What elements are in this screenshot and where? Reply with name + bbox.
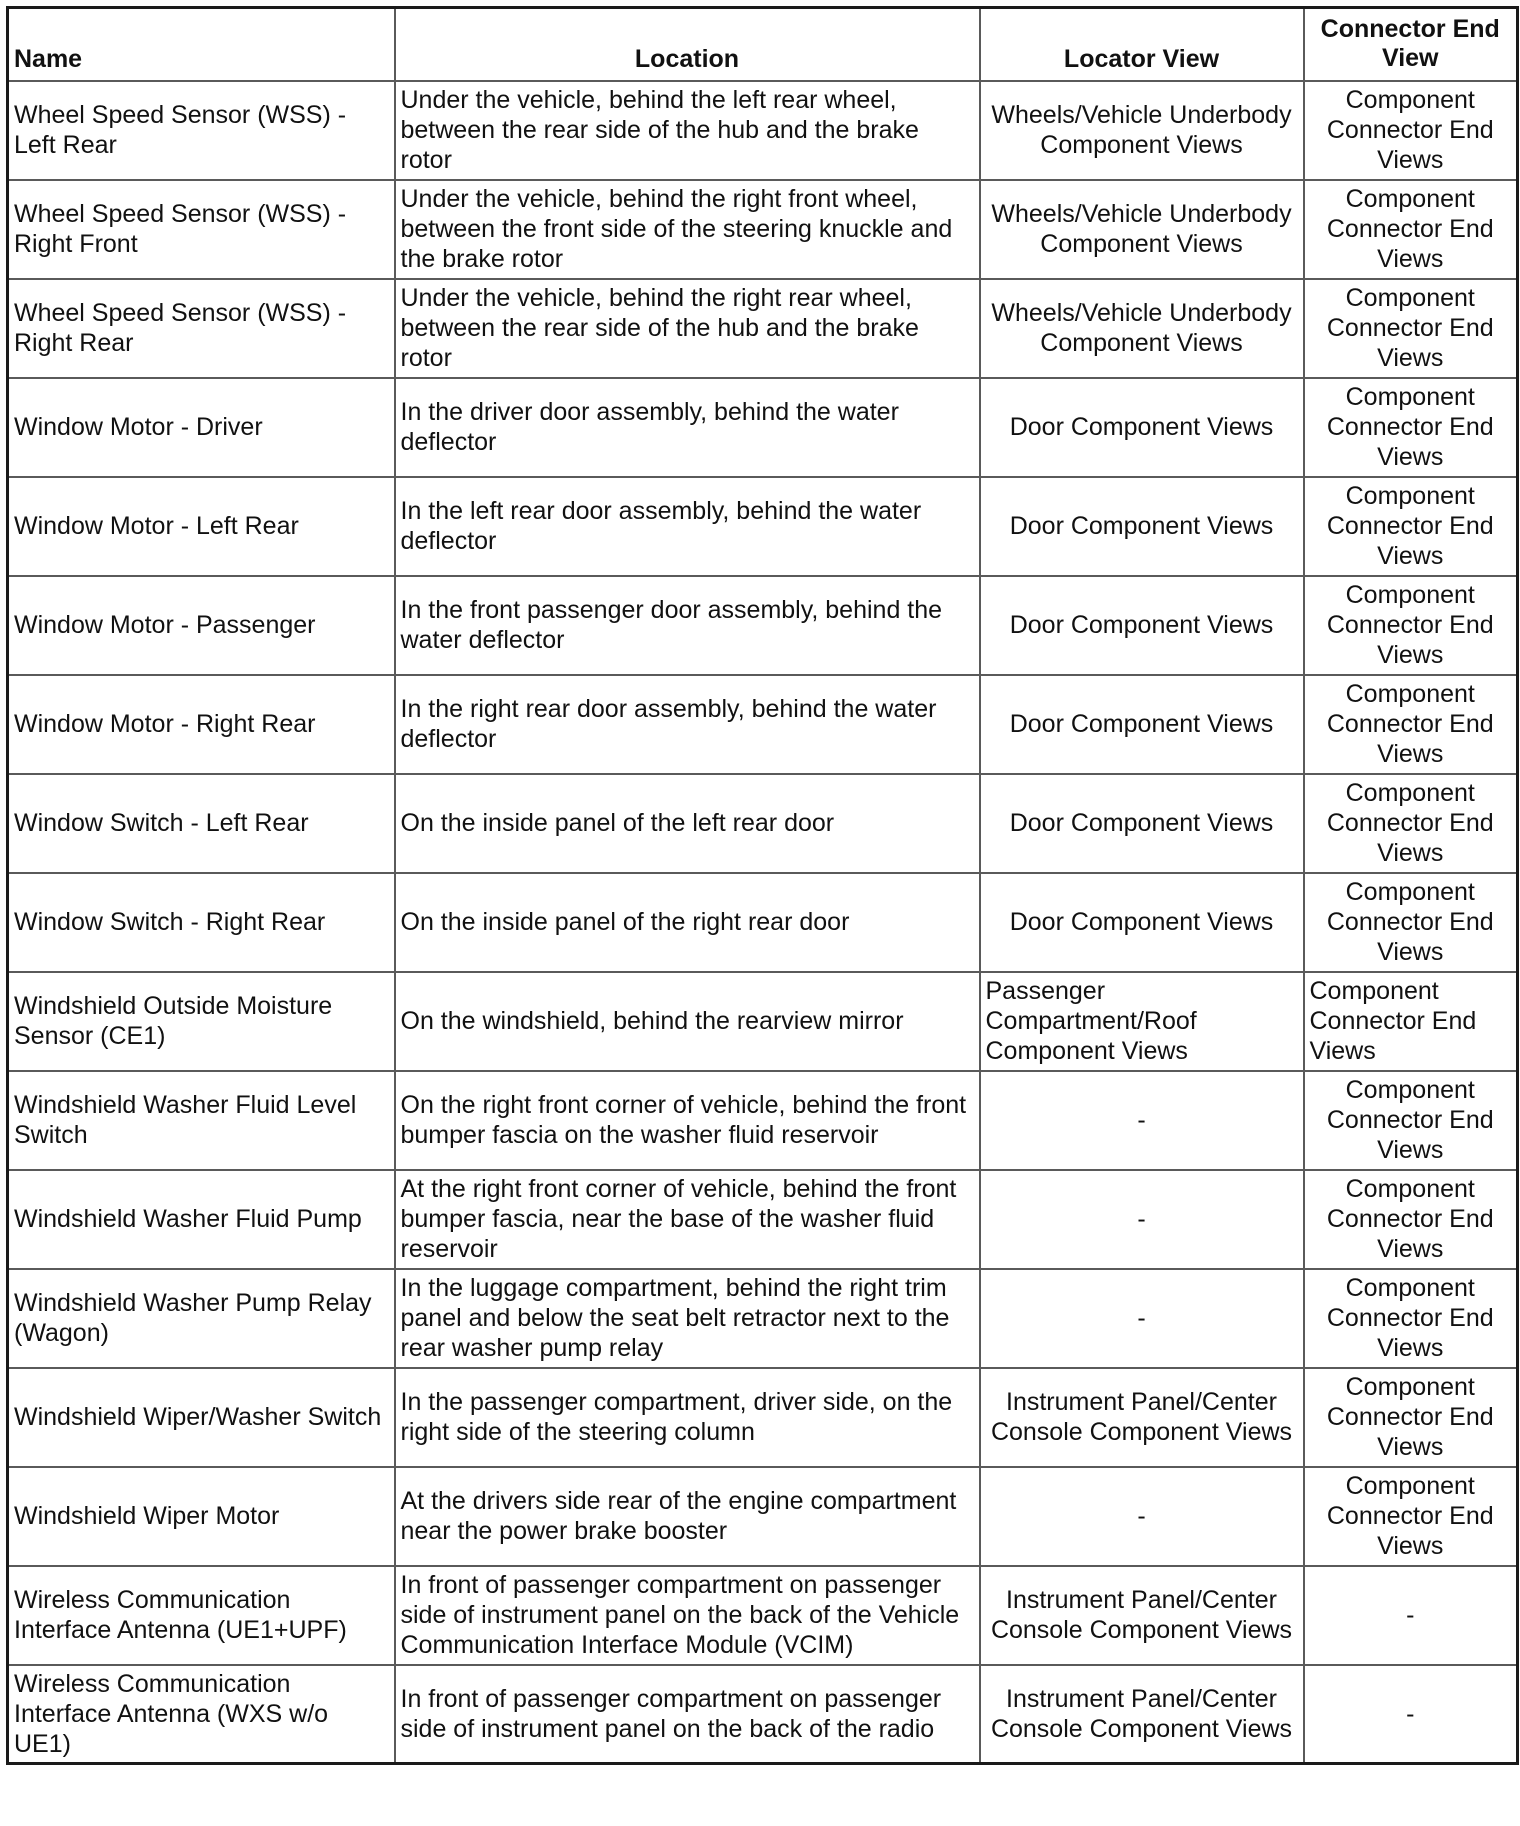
cell-connector-end-view: Component Connector End Views: [1304, 477, 1518, 576]
table-row: [8, 774, 1518, 873]
cell-locator-view: -: [980, 1467, 1304, 1566]
cell-location: In the passenger compartment, driver side, on the right side of the steering column: [395, 1368, 980, 1467]
cell-locator-view: Wheels/Vehicle Underbody Component Views: [980, 279, 1304, 378]
cell-location: In front of passenger compartment on passenger side of instrument panel on the back of the radio: [395, 1665, 980, 1764]
cell-locator-view: Instrument Panel/Center Console Component Views: [980, 1368, 1304, 1467]
table-row: [8, 81, 1518, 180]
cell-locator-view: Door Component Views: [980, 774, 1304, 873]
cell-location: Under the vehicle, behind the left rear wheel, between the rear side of the hub and the brake rotor: [395, 81, 980, 180]
cell-name: Window Motor - Left Rear: [8, 477, 395, 576]
cell-name: Wheel Speed Sensor (WSS) - Right Front: [8, 180, 395, 279]
cell-name: Wheel Speed Sensor (WSS) - Right Rear: [8, 279, 395, 378]
cell-name: Wheel Speed Sensor (WSS) - Left Rear: [8, 81, 395, 180]
cell-location: At the drivers side rear of the engine compartment near the power brake booster: [395, 1467, 980, 1566]
header-row: [8, 8, 1518, 81]
cell-locator-view: Door Component Views: [980, 873, 1304, 972]
cell-locator-view: Door Component Views: [980, 477, 1304, 576]
column-header-name: Name: [8, 8, 395, 81]
cell-name: Window Motor - Driver: [8, 378, 395, 477]
cell-connector-end-view: Component Connector End Views: [1304, 873, 1518, 972]
cell-location: On the windshield, behind the rearview mirror: [395, 972, 980, 1071]
cell-locator-view: Wheels/Vehicle Underbody Component Views: [980, 180, 1304, 279]
cell-location: On the inside panel of the left rear door: [395, 774, 980, 873]
table-row: [8, 873, 1518, 972]
cell-location: In front of passenger compartment on passenger side of instrument panel on the back of the Vehicle Communication Interface Module (VCIM): [395, 1566, 980, 1665]
table-row: [8, 972, 1518, 1071]
table-row: [8, 1170, 1518, 1269]
cell-locator-view: Door Component Views: [980, 576, 1304, 675]
cell-location: On the inside panel of the right rear door: [395, 873, 980, 972]
cell-name: Wireless Communication Interface Antenna (UE1+UPF): [8, 1566, 395, 1665]
cell-connector-end-view: Component Connector End Views: [1304, 378, 1518, 477]
cell-location: In the luggage compartment, behind the right trim panel and below the seat belt retractor next to the rear washer pump relay: [395, 1269, 980, 1368]
cell-locator-view: Instrument Panel/Center Console Component Views: [980, 1566, 1304, 1665]
column-header-locator-view: Locator View: [980, 8, 1304, 81]
cell-location: At the right front corner of vehicle, behind the front bumper fascia, near the base of the washer fluid reservoir: [395, 1170, 980, 1269]
cell-name: Windshield Wiper Motor: [8, 1467, 395, 1566]
cell-locator-view: Wheels/Vehicle Underbody Component Views: [980, 81, 1304, 180]
cell-connector-end-view: Component Connector End Views: [1304, 81, 1518, 180]
cell-connector-end-view: Component Connector End Views: [1304, 675, 1518, 774]
cell-connector-end-view: Component Connector End Views: [1304, 972, 1518, 1071]
cell-locator-view: Door Component Views: [980, 378, 1304, 477]
cell-name: Window Switch - Right Rear: [8, 873, 395, 972]
cell-name: Window Switch - Left Rear: [8, 774, 395, 873]
table-row: [8, 1467, 1518, 1566]
cell-connector-end-view: Component Connector End Views: [1304, 180, 1518, 279]
cell-location: Under the vehicle, behind the right rear wheel, between the rear side of the hub and the brake rotor: [395, 279, 980, 378]
table-row: [8, 1269, 1518, 1368]
cell-locator-view: -: [980, 1071, 1304, 1170]
cell-name: Windshield Washer Fluid Pump: [8, 1170, 395, 1269]
cell-name: Window Motor - Passenger: [8, 576, 395, 675]
cell-locator-view: Passenger Compartment/Roof Component Views: [980, 972, 1304, 1071]
column-header-connector-end-view: Connector End View: [1304, 8, 1518, 81]
cell-connector-end-view: Component Connector End Views: [1304, 774, 1518, 873]
column-header-location: Location: [395, 8, 980, 81]
cell-connector-end-view: Component Connector End Views: [1304, 1467, 1518, 1566]
table-row: [8, 477, 1518, 576]
table-row: [8, 1665, 1518, 1764]
cell-location: On the right front corner of vehicle, behind the front bumper fascia on the washer fluid reservoir: [395, 1071, 980, 1170]
cell-name: Window Motor - Right Rear: [8, 675, 395, 774]
table-row: [8, 675, 1518, 774]
cell-connector-end-view: -: [1304, 1665, 1518, 1764]
table-row: [8, 378, 1518, 477]
cell-location: Under the vehicle, behind the right front wheel, between the front side of the steering knuckle and the brake rotor: [395, 180, 980, 279]
cell-name: Windshield Washer Fluid Level Switch: [8, 1071, 395, 1170]
cell-name: Wireless Communication Interface Antenna (WXS w/o UE1): [8, 1665, 395, 1764]
table-header: [8, 8, 1518, 81]
cell-name: Windshield Wiper/Washer Switch: [8, 1368, 395, 1467]
cell-locator-view: Door Component Views: [980, 675, 1304, 774]
cell-connector-end-view: Component Connector End Views: [1304, 1071, 1518, 1170]
table-row: [8, 1368, 1518, 1467]
table-row: [8, 576, 1518, 675]
cell-location: In the driver door assembly, behind the water deflector: [395, 378, 980, 477]
cell-location: In the front passenger door assembly, behind the water deflector: [395, 576, 980, 675]
table-row: [8, 279, 1518, 378]
table-row: [8, 180, 1518, 279]
table-row: [8, 1071, 1518, 1170]
component-locator-table: [6, 6, 1519, 1765]
cell-connector-end-view: Component Connector End Views: [1304, 576, 1518, 675]
cell-connector-end-view: Component Connector End Views: [1304, 279, 1518, 378]
table-body: [8, 81, 1518, 1764]
cell-connector-end-view: Component Connector End Views: [1304, 1170, 1518, 1269]
table-row: [8, 1566, 1518, 1665]
cell-location: In the left rear door assembly, behind the water deflector: [395, 477, 980, 576]
cell-name: Windshield Washer Pump Relay (Wagon): [8, 1269, 395, 1368]
cell-connector-end-view: -: [1304, 1566, 1518, 1665]
cell-connector-end-view: Component Connector End Views: [1304, 1368, 1518, 1467]
cell-locator-view: -: [980, 1269, 1304, 1368]
cell-connector-end-view: Component Connector End Views: [1304, 1269, 1518, 1368]
cell-location: In the right rear door assembly, behind the water deflector: [395, 675, 980, 774]
cell-name: Windshield Outside Moisture Sensor (CE1): [8, 972, 395, 1071]
cell-locator-view: -: [980, 1170, 1304, 1269]
cell-locator-view: Instrument Panel/Center Console Component Views: [980, 1665, 1304, 1764]
